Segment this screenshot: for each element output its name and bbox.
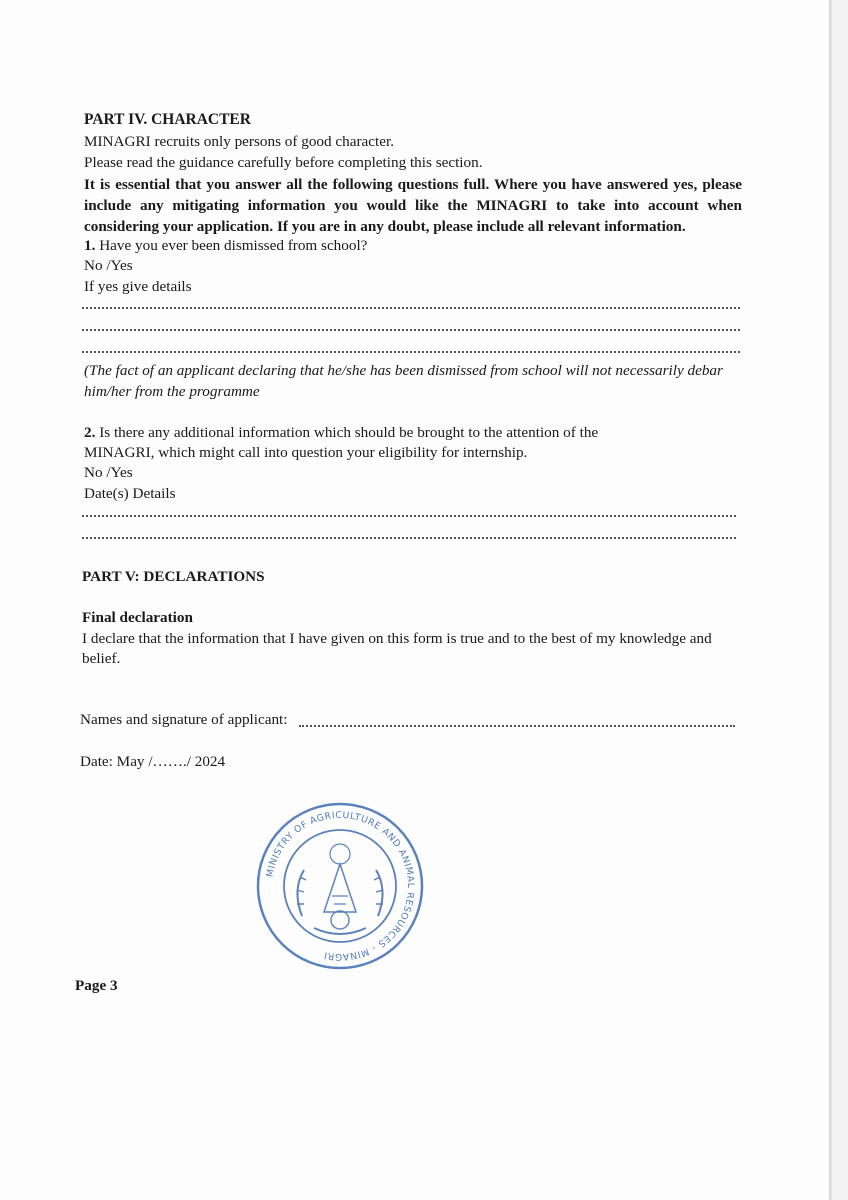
- date-label: Date: May /……./ 2024: [80, 753, 226, 770]
- q1-question: [84, 236, 367, 256]
- stamp-ring-text: MINISTRY OF AGRICULTURE AND ANIMAL RESOURCES - MINAGRI: [264, 809, 417, 963]
- page-number: Page 3: [75, 977, 118, 994]
- signature-line[interactable]: [299, 725, 735, 727]
- q1-text: Have you ever been dismissed from school?: [99, 237, 368, 254]
- q2-details-label: Date(s) Details: [84, 485, 176, 502]
- official-stamp: [254, 800, 426, 972]
- q2-text-line1: Is there any additional information which should be brought to the attention of the: [99, 424, 599, 441]
- q1-answer-line-2[interactable]: [82, 329, 740, 331]
- final-declaration-line1: I declare that the information that I have given on this form is true and to the best of my knowledge and: [82, 630, 712, 647]
- q2-options: No /Yes: [84, 464, 133, 481]
- q1-options: No /Yes: [84, 257, 133, 274]
- q2-answer-line-2[interactable]: [82, 537, 736, 539]
- q2-answer-line-1[interactable]: [82, 515, 736, 517]
- q1-answer-line-1[interactable]: [82, 307, 740, 309]
- signature-label: Names and signature of applicant:: [80, 711, 288, 728]
- q1-answer-line-3[interactable]: [82, 351, 740, 353]
- part4-intro-line1: MINAGRI recruits only persons of good character.: [84, 133, 394, 150]
- q1-number: 1.: [84, 237, 96, 254]
- q2-question-line2: MINAGRI, which might call into question your eligibility for internship.: [84, 444, 528, 461]
- part4-intro-line2: Please read the guidance carefully before completing this section.: [84, 154, 483, 171]
- q1-details-label: If yes give details: [84, 278, 192, 295]
- q2-question-line1: [84, 423, 598, 443]
- q1-note-line1: (The fact of an applicant declaring that he/she has been dismissed from school will not necessarily debar: [84, 362, 723, 379]
- part5-heading: PART V: DECLARATIONS: [82, 568, 265, 585]
- final-declaration-line2: belief.: [82, 650, 121, 667]
- part4-heading: PART IV. CHARACTER: [84, 111, 251, 128]
- q2-number: 2.: [84, 424, 96, 441]
- q1-note-line2: him/her from the programme: [84, 383, 260, 400]
- part4-essential-note: It is essential that you answer all the following questions full. Where you have answered yes, please include any mitigating information you would like the MINAGRI to take into account when considering your application. If you are in any doubt, please include all relevant information.: [84, 176, 742, 235]
- final-declaration-heading: Final declaration: [82, 609, 193, 626]
